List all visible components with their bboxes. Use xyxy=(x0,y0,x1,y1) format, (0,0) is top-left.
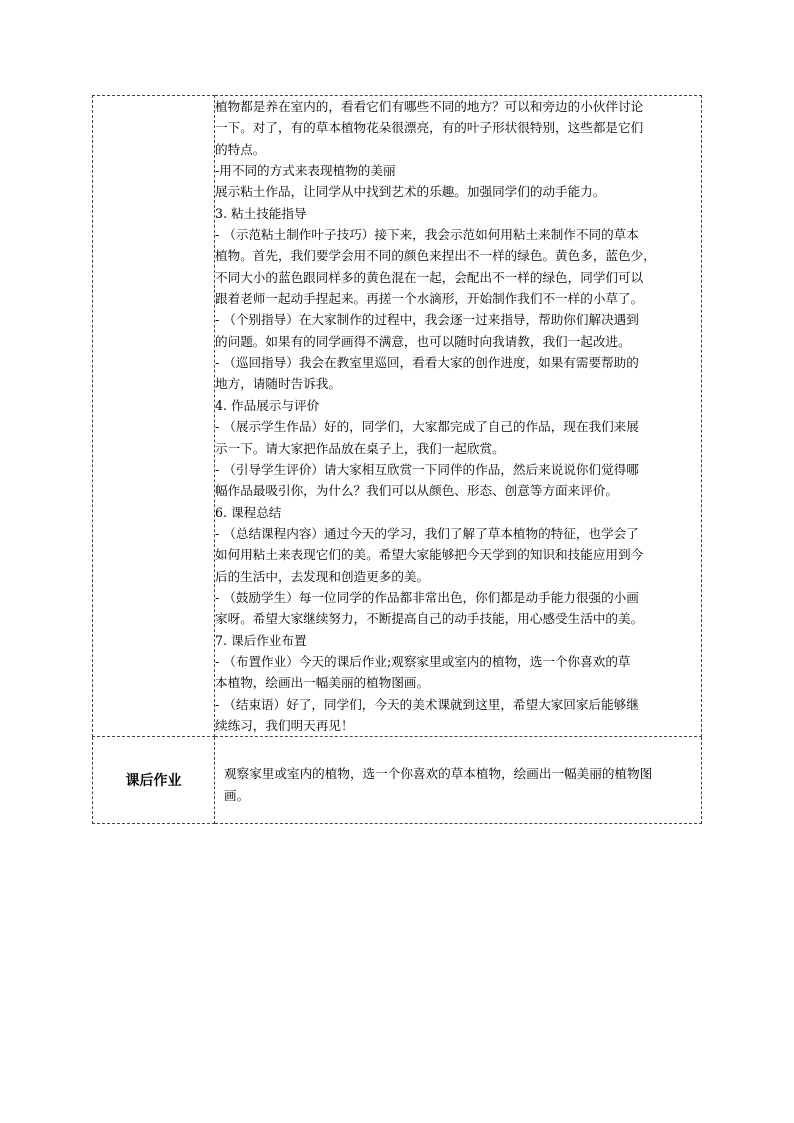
homework-label: 课后作业 xyxy=(93,737,215,824)
homework-text-line: 观察家里或室内的植物，选一个你喜欢的草本植物，绘画出一幅美丽的植物图 xyxy=(224,766,653,782)
text-line: 展示粘土作品，让同学从中找到艺术的乐趣。加强同学们的动手能力。 xyxy=(215,184,606,200)
text-line: - （结束语）好了，同学们，今天的美术课就到这里，希望大家回家后能够继 xyxy=(215,696,639,712)
text-line: - （个别指导）在大家制作的过程中，我会逐一过来指导，帮助你们解决遇到 xyxy=(215,312,639,328)
text-line: 一下。对了，有的草本植物花朵很漂亮，有的叶子形状很特别，这些都是它们 xyxy=(215,120,644,136)
lesson-plan-table xyxy=(92,95,702,824)
section-heading: 7. 课后作业布置 xyxy=(215,632,307,648)
text-line: -用不同的方式来表现植物的美丽 xyxy=(215,163,396,179)
activities-row xyxy=(93,96,702,737)
section-heading: 3. 粘土技能指导 xyxy=(215,205,307,221)
text-line: 地方，请随时告诉我。 xyxy=(215,376,341,392)
homework-row xyxy=(93,737,702,824)
text-line: 不同大小的蓝色跟同样多的黄色混在一起，会配出不一样的绿色，同学们可以 xyxy=(215,269,644,285)
text-line: - （布置作业）今天的课后作业;观察家里或室内的植物，选一个你喜欢的草 xyxy=(215,653,631,669)
text-line: - （总结课程内容）通过今天的学习，我们了解了草本植物的特征，也学会了 xyxy=(215,525,639,541)
text-line: 植物都是养在室内的，看看它们有哪些不同的地方？可以和旁边的小伙伴讨论 xyxy=(215,99,644,114)
text-line: 家呀。希望大家继续努力，不断提高自己的动手技能，用心感受生活中的美。 xyxy=(215,611,644,627)
text-line: - （引导学生评价）请大家相互欣赏一下同伴的作品，然后来说说你们觉得哪 xyxy=(215,461,639,477)
text-line: 续练习，我们明天再见！ xyxy=(215,717,354,733)
text-line: - （巡回指导）我会在教室里巡回，看看大家的创作进度，如果有需要帮助的 xyxy=(215,355,639,371)
text-line: 示一下。请大家把作品放在桌子上，我们一起欣赏。 xyxy=(215,440,505,456)
text-line: 幅作品最吸引你，为什么？我们可以从颜色、形态、创意等方面来评价。 xyxy=(215,483,618,499)
text-line: 的特点。 xyxy=(215,141,266,157)
text-line: 跟着老师一起动手捏起来。再搓一个水滴形，开始制作我们不一样的小草了。 xyxy=(215,291,644,307)
text-line: 后的生活中，去发现和创造更多的美。 xyxy=(215,568,430,584)
text-line: 的问题。如果有的同学画得不满意，也可以随时向我请教，我们一起改进。 xyxy=(215,333,631,349)
activities-body-cell xyxy=(215,96,702,737)
section-heading: 6. 课程总结 xyxy=(215,504,282,520)
text-line: 植物。首先，我们要学会用不同的颜色来捏出不一样的绿色。黄色多，蓝色少， xyxy=(215,248,656,264)
section-heading: 4. 作品展示与评价 xyxy=(215,397,320,413)
homework-text-line: 画。 xyxy=(224,787,250,803)
text-line: - （展示学生作品）好的，同学们，大家都完成了自己的作品，现在我们来展 xyxy=(215,419,639,435)
activities-label-cell xyxy=(93,96,215,737)
text-line: 本植物，绘画出一幅美丽的植物图画。 xyxy=(215,675,430,691)
text-line: - （鼓励学生）每一位同学的作品都非常出色，你们都是动手能力很强的小画 xyxy=(215,589,639,605)
homework-body-cell xyxy=(215,737,702,824)
text-line: 如何用粘土来表现它们的美。希望大家能够把今天学到的知识和技能应用到今 xyxy=(215,547,644,563)
text-line: - （示范粘土制作叶子技巧）接下来，我会示范如何用粘土来制作不同的草本 xyxy=(215,227,639,243)
